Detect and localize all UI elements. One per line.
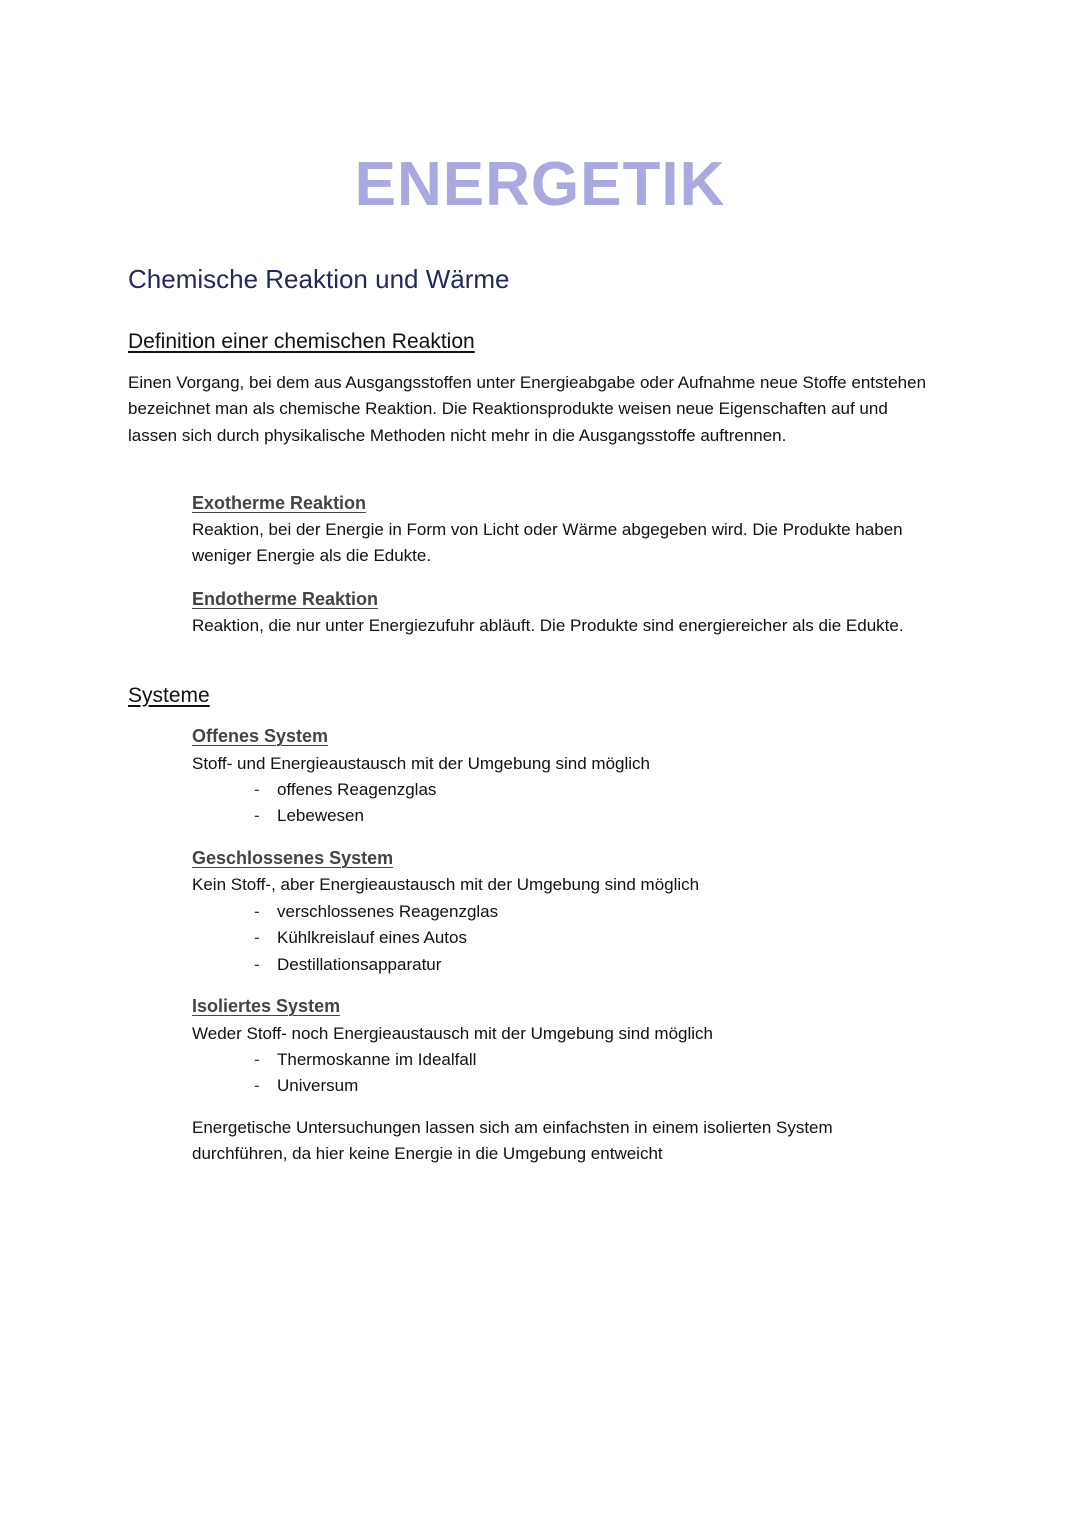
systeme-heading: Systeme (128, 684, 210, 707)
list-item: - Destillationsapparatur (254, 952, 498, 978)
geschlossen-list (254, 899, 498, 978)
definition-heading: Definition einer chemischen Reaktion (128, 330, 475, 353)
offen-text: Stoff- und Energieaustausch mit der Umgebung sind möglich (192, 754, 650, 773)
geschlossen-text: Kein Stoff-, aber Energieaustausch mit der Umgebung sind möglich (192, 875, 700, 894)
offen-heading: Offenes System (192, 726, 329, 746)
list-item: - verschlossenes Reagenzglas (254, 899, 498, 925)
bullet-dash: - (254, 1050, 260, 1069)
list-item: - offenes Reagenzglas (254, 777, 436, 803)
list-item: - Lebewesen (254, 803, 436, 829)
bullet-dash: - (254, 928, 260, 948)
closing-text: Energetische Untersuchungen lassen sich am einfachsten in einem isolierten System durchführen, da hier keine Energie in die Umgebung entweicht (192, 1118, 833, 1164)
exotherm-text: Reaktion, bei der Energie in Form von Licht oder Wärme abgegeben wird. Die Produkte haben weniger Energie als die Edukte. (192, 520, 903, 566)
list-item: - Kühlkreislauf eines Autos (254, 925, 498, 951)
list-item: - Thermoskanne im Idealfall (254, 1047, 476, 1073)
bullet-dash: - (254, 780, 260, 799)
bullet-dash: - (254, 806, 260, 826)
bullet-dash: - (254, 1076, 260, 1096)
exotherm-heading: Exotherme Reaktion (192, 493, 367, 513)
offen-list (254, 777, 436, 830)
bullet-dash: - (254, 902, 260, 921)
endotherm-heading: Endotherme Reaktion (192, 589, 379, 609)
isoliert-list (254, 1047, 476, 1100)
definition-text: Einen Vorgang, bei dem aus Ausgangsstoffen unter Energieabgabe oder Aufnahme neue Stoffe entstehen bezeichnet man als chemische Reaktion. Die Reaktionsprodukte weisen neue Eigenschaften auf und lassen sich durch physikalische Methoden nicht mehr in die Ausgangsstoffe auftrennen. (128, 373, 927, 445)
list-item: - Universum (254, 1073, 476, 1099)
endotherm-text: Reaktion, die nur unter Energiezufuhr abläuft. Die Produkte sind energiereicher als die Edukte. (192, 616, 904, 635)
document-title: ENERGETIK (354, 150, 726, 219)
bullet-dash: - (254, 954, 260, 974)
isoliert-heading: Isoliertes System (192, 996, 341, 1016)
section-heading: Chemische Reaktion und Wärme (128, 264, 510, 294)
isoliert-text: Weder Stoff- noch Energieaustausch mit der Umgebung sind möglich (192, 1024, 713, 1043)
geschlossen-heading: Geschlossenes System (192, 848, 394, 868)
